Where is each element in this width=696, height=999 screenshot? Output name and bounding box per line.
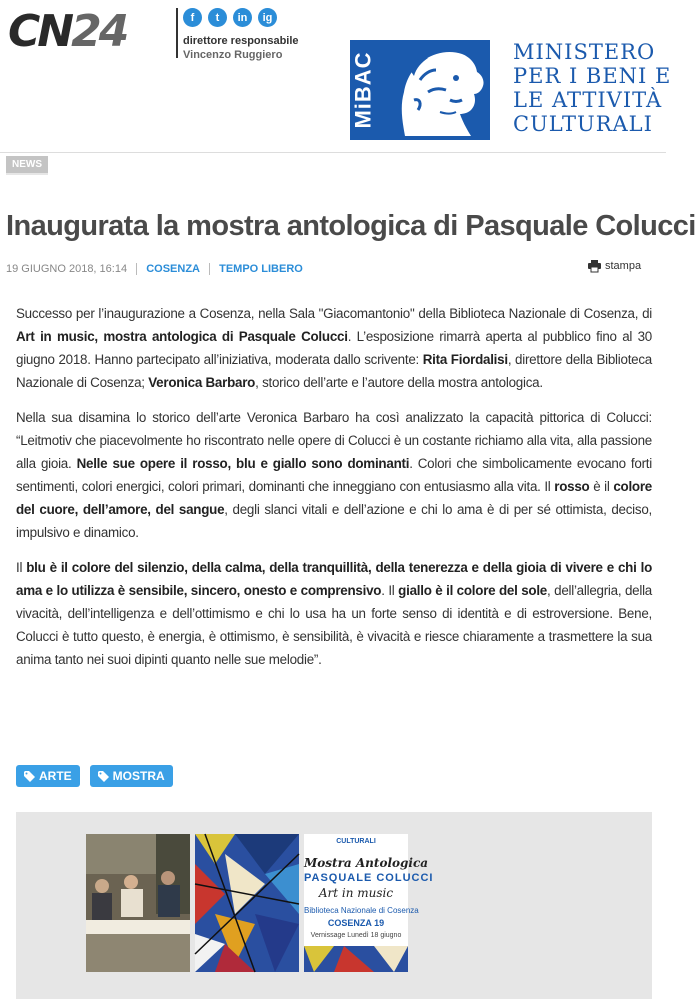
text-run: , direttore della Biblioteca Nazionale di Cosenza; (16, 352, 653, 390)
bold-text-run: Rita Fiordalisi (422, 352, 508, 367)
poster-line: Vernissage Lunedì 18 giugno (310, 932, 402, 939)
bold-text-run: Nelle sue opere il rosso, blu e giallo sono dominanti (76, 456, 410, 471)
director-name: Vincenzo Ruggiero (183, 49, 283, 61)
ministry-acronym (353, 40, 375, 140)
logo-text: CN (8, 6, 72, 57)
poster-line: PASQUALE COLUCCI (304, 872, 434, 884)
article-date: 19 GIUGNO 2018, 16:14 (6, 263, 128, 275)
poster-line: COSENZA 19 (327, 918, 385, 928)
poster-artwork (304, 946, 408, 972)
print-button[interactable] (588, 260, 641, 272)
tag-icon (98, 771, 109, 782)
bold-text-run: colore del cuore, dell’amore, del sangue (16, 479, 652, 517)
news-badge[interactable]: NEWS (6, 156, 48, 175)
text-run: , dell’allegria, della vivacità, dell’intelligenza e dell’ottimismo e chi lo usa ha un forte senso di identità e di estroversione. Bene, Colucci è tutto questo, è energia, è ottimismo, è sensibilità, è vivacità e riesce chiaramente a trasmettere la sua anima tanto nei suoi dipinti quanto nelle sue melodie”. (16, 583, 653, 667)
text-run: , storico dell’arte e l’autore della mostra antologica. (255, 375, 543, 390)
ministry-line: LE ATTIVITÀ (513, 88, 663, 112)
ministry-name[interactable] (513, 40, 671, 136)
event-photo (86, 834, 190, 972)
text-run: Nella sua disamina lo storico dell’arte Veronica Barbaro ha così analizzato la capacità pittorica di Colucci: “Leitmotiv che piacevolmente ho riscontrato nelle opere di Colucci è un costante richiamo alla vita, alla passione alla gioia. (16, 410, 652, 471)
bold-text-run: blu è il colore del silenzio, della calma, della tranquillità, della tenerezza e della gioia di vivere e chi lo ama e lo utilizza è sensibile, sincero, onesto e comprensivo (16, 560, 653, 598)
article-tags (16, 765, 173, 787)
gallery-thumb-poster[interactable] (304, 834, 434, 972)
logo-divider (176, 8, 178, 58)
article-meta (6, 263, 303, 275)
meta-separator (209, 263, 210, 275)
poster-line: Art in music (318, 886, 394, 900)
painting-image (195, 834, 299, 972)
text-run: Il (16, 560, 27, 575)
tag-mostra[interactable] (90, 765, 173, 787)
tag-icon (24, 771, 35, 782)
photo-gallery (16, 812, 652, 999)
tag-label: MOSTRA (112, 769, 165, 783)
article-body (16, 302, 652, 683)
site-header (0, 0, 672, 150)
ministry-acronym-text: MiBAC (351, 51, 377, 129)
twitter-icon[interactable]: t (208, 8, 227, 27)
paragraph (16, 406, 652, 544)
instagram-icon[interactable]: ig (258, 8, 277, 27)
poster-line: Mostra Antologica (304, 856, 429, 870)
paragraph (16, 556, 652, 671)
bold-text-run: rosso (554, 479, 590, 494)
tag-label: ARTE (39, 769, 72, 783)
bold-text-run: Art in music, mostra antologica di Pasquale Colucci (16, 329, 348, 344)
tag-arte[interactable] (16, 765, 80, 787)
social-links (183, 8, 277, 27)
ministry-line: PER I BENI E (513, 64, 672, 88)
linkedin-icon[interactable]: in (233, 8, 252, 27)
text-run: . Il (381, 583, 399, 598)
director-info (183, 34, 299, 62)
printer-icon (588, 260, 601, 272)
logo-number: 24 (71, 6, 127, 57)
gallery-thumb-event-photo[interactable] (86, 834, 190, 972)
site-logo[interactable] (8, 6, 168, 58)
text-run: Successo per l’inaugurazione a Cosenza, nella Sala "Giacomantonio" della Biblioteca Nazionale di Cosenza, di (16, 306, 652, 321)
meta-separator (136, 263, 137, 275)
bold-text-run: Veronica Barbaro (148, 375, 256, 390)
paragraph (16, 302, 652, 394)
poster-line: CULTURALI (336, 838, 376, 845)
article-title: Inaugurata la mostra antologica di Pasquale Colucci (6, 210, 696, 242)
category-link-tempo-libero[interactable]: TEMPO LIBERO (219, 263, 303, 275)
director-label: direttore responsabile (183, 35, 299, 47)
poster-line: Biblioteca Nazionale di Cosenza (304, 906, 419, 915)
ministry-line: CULTURALI (513, 112, 653, 136)
gallery-thumb-painting[interactable] (195, 834, 299, 972)
ministry-line: MINISTERO (513, 40, 656, 64)
category-link-cosenza[interactable]: COSENZA (146, 263, 200, 275)
header-divider (0, 152, 666, 153)
text-run: è il (589, 479, 614, 494)
print-label: stampa (605, 260, 642, 272)
text-run: . Colori che simbolicamente evocano forti sentimenti, colori energici, colori primari, dominanti che inneggiano con entusiasmo alla vita. Il (16, 456, 652, 494)
bold-text-run: giallo è il colore del sole (398, 583, 548, 598)
text-run: , degli slanci vitali e dell’azione e chi lo ama è di per sé ottimista, deciso, impulsivo e dinamico. (16, 502, 652, 540)
text-run: . L’esposizione rimarrà aperta al pubblico fino al 30 giugno 2018. Hanno partecipato all’iniziativa, moderata dallo scrivente: (16, 329, 652, 367)
facebook-icon[interactable]: f (183, 8, 202, 27)
